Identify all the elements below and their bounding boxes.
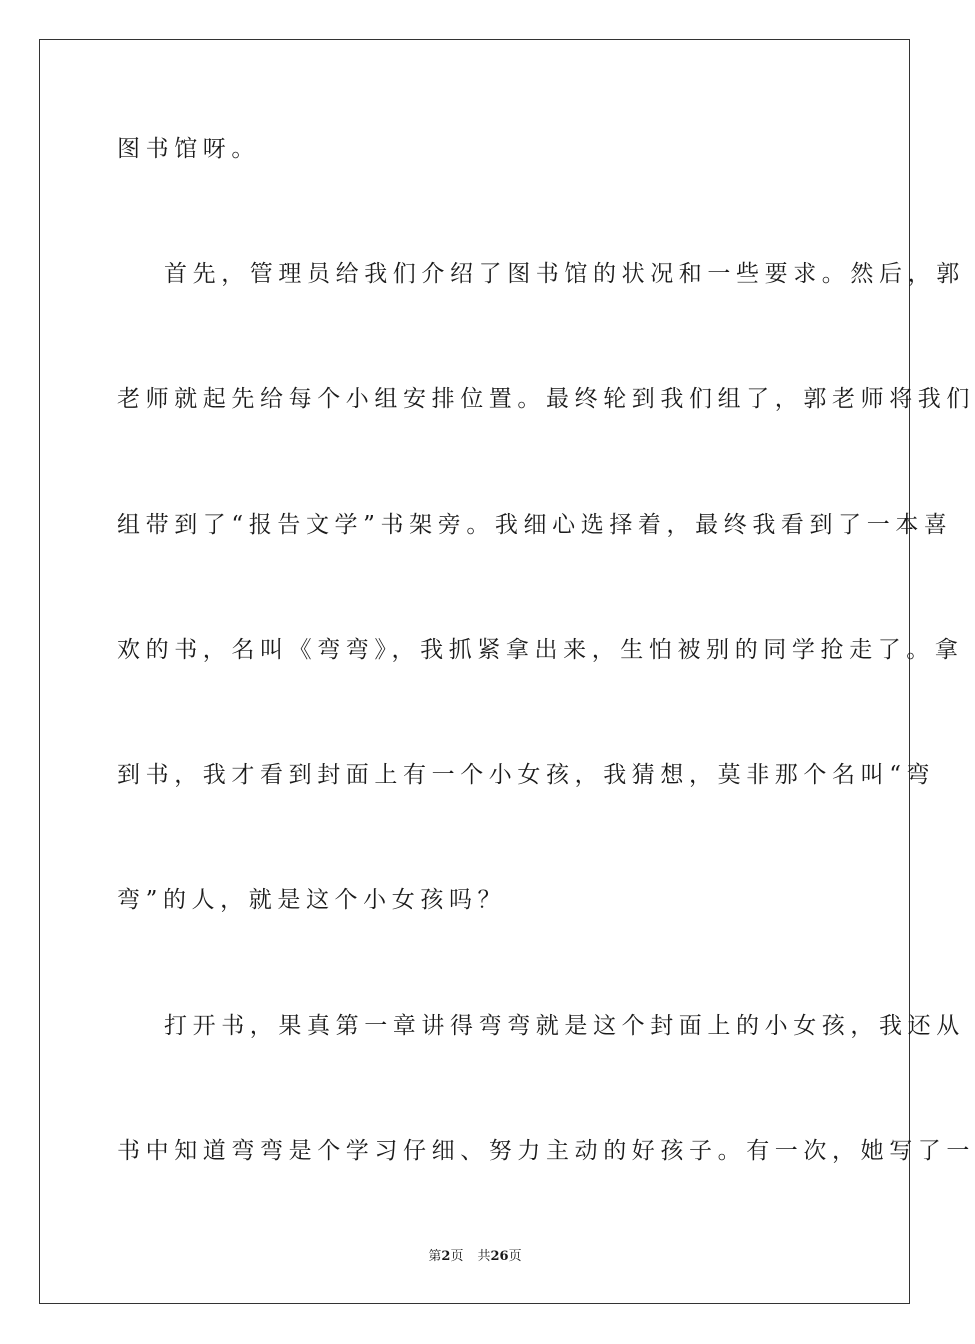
text-line: 老师就起先给每个小组安排位置。最终轮到我们组了，郭老师将我们	[117, 386, 975, 412]
total-pages-number: 26	[490, 1249, 509, 1264]
text-line: 书中知道弯弯是个学习仔细、努力主动的好孩子。有一次，她写了一	[117, 1138, 975, 1164]
paragraph-start-line: 打开书，果真第一章讲得弯弯就是这个封面上的小女孩，我还从	[164, 1013, 965, 1039]
paragraph-start-line: 首先，管理员给我们介绍了图书馆的状况和一些要求。然后，郭	[164, 261, 965, 287]
footer-total-prefix: 共	[477, 1249, 491, 1264]
footer-prefix: 第	[428, 1249, 442, 1264]
footer-total-unit: 页	[508, 1249, 522, 1264]
text-line: 到书，我才看到封面上有一个小女孩，我猜想，莫非那个名叫“弯	[117, 762, 936, 788]
page-footer	[0, 1248, 950, 1266]
text-line: 欢的书，名叫《弯弯》，我抓紧拿出来，生怕被别的同学抢走了。拿	[117, 637, 964, 663]
current-page-number: 2	[441, 1249, 451, 1264]
text-line: 弯”的人，就是这个小女孩吗？	[117, 887, 507, 913]
text-line: 组带到了“报告文学”书架旁。我细心选择着，最终我看到了一本喜	[117, 512, 953, 538]
text-line: 图书馆呀。	[117, 136, 260, 162]
page-border	[39, 39, 975, 1304]
footer-page-unit: 页	[450, 1249, 464, 1264]
